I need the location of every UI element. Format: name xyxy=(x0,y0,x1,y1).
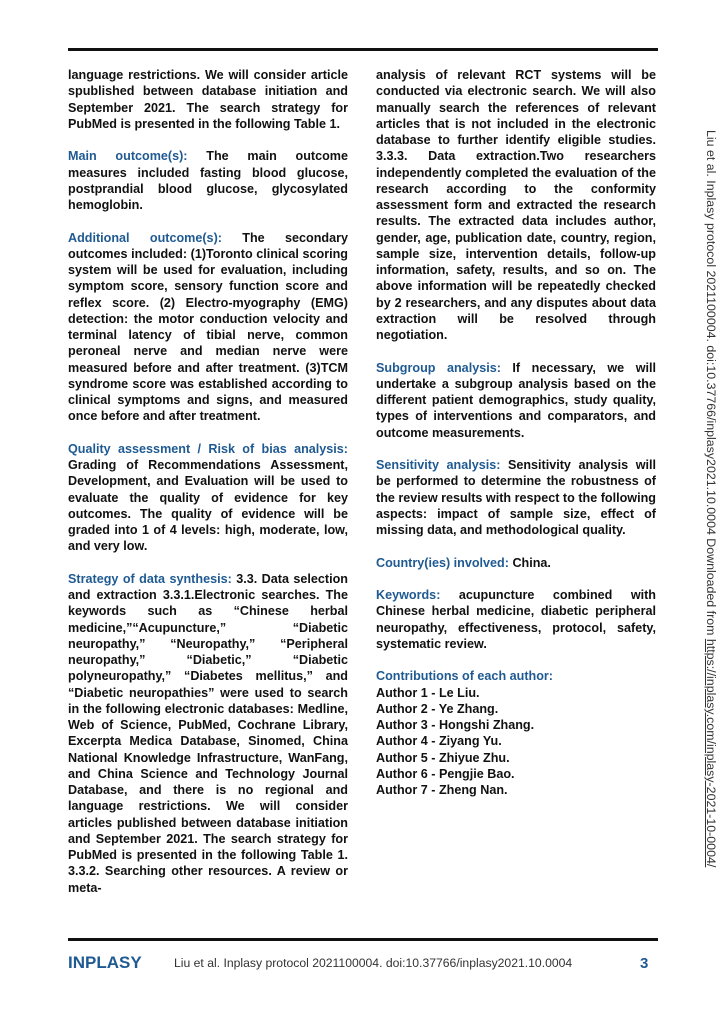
main-outcomes-heading: Main outcome(s): xyxy=(68,149,188,164)
footer-rule xyxy=(68,938,658,941)
subgroup-heading: Subgroup analysis: xyxy=(376,360,501,375)
keywords-heading: Keywords: xyxy=(376,588,441,602)
continuation-paragraph: analysis of relevant RCT systems will be conducted via electronic search. We will also manually search the references of relevant articles that is not included in the electronic database to further identify eligible studies. 3.3.3. Data extraction.Two researchers independently completed the evaluation of the research according to the conformity assessment form and extracted the research results. The extracted data includes author, gender, age, publication date, country, region, sample size, intervention details, follow-up information, safety, results, and so on. The above information will be repeatedly checked by 2 researchers, and any disputes about data extraction will be resolved through negotiation. xyxy=(376,68,656,342)
author-item: Author 7 - Zheng Nan. xyxy=(376,783,508,797)
additional-outcomes-section xyxy=(68,230,348,425)
sidebar-citation-text: Liu et al. Inplasy protocol 2021100004. doi:10.37766/inplasy2021.10.0004 Downloaded from xyxy=(704,130,718,639)
contributions-section xyxy=(376,668,656,798)
author-item: Author 2 - Ye Zhang. xyxy=(376,701,499,716)
header-rule xyxy=(68,48,658,51)
left-column xyxy=(68,67,348,912)
sensitivity-text: Sensitivity analysis will be performed to determine the robustness of the review results with respect to the following aspects: impact of sample size, effect of missing data, and methodological quality. xyxy=(376,458,656,537)
quality-assessment-heading: Quality assessment / Risk of bias analysis: xyxy=(68,441,348,456)
sidebar-download-link[interactable]: https://inplasy.com/inplasy-2021-10-0004/ xyxy=(704,638,718,868)
countries-section xyxy=(376,555,656,571)
keywords-text: acupuncture combined with Chinese herbal medicine, diabetic peripheral neuropathy, effectiveness, protocol, safety, systematic review. xyxy=(376,588,656,651)
subgroup-text: If necessary, we will undertake a subgroup analysis based on the different patient demographics, study quality, types of interventions and comparators, and outcome measurements. xyxy=(376,360,656,440)
additional-outcomes-text: The secondary outcomes included: (1)Toronto clinical scoring system will be used for evaluation, including symptom score, sensory function score and reflex score. (2) Electro-myography (EMG) detection: the motor conduction velocity and terminal latency of tibial nerve, common peroneal nerve and median nerve were measured before and after treatment. (3)TCM syndrome score was established according to clinical symptoms and signs, and measured once before and after treatment. xyxy=(68,230,348,424)
author-item: Author 3 - Hongshi Zhang. xyxy=(376,718,535,732)
additional-outcomes-heading: Additional outcome(s): xyxy=(68,230,222,245)
download-sidebar xyxy=(704,130,720,900)
data-synthesis-heading: Strategy of data synthesis: xyxy=(68,571,232,586)
keywords-section xyxy=(376,587,656,652)
sidebar-citation xyxy=(704,130,718,867)
sensitivity-section xyxy=(376,457,656,538)
countries-text: China. xyxy=(508,555,551,570)
main-outcomes-section xyxy=(68,148,348,213)
data-synthesis-section xyxy=(68,571,348,896)
intro-paragraph: language restrictions. We will consider article spublished between database initiation and September 2021. The search strategy for PubMed is presented in the following Table 1. xyxy=(68,68,348,131)
author-item: Author 1 - Le Liu. xyxy=(376,685,480,700)
sensitivity-heading: Sensitivity analysis: xyxy=(376,458,501,472)
author-list xyxy=(376,685,656,799)
contributions-heading: Contributions of each author: xyxy=(376,669,554,684)
author-item: Author 5 - Zhiyue Zhu. xyxy=(376,750,510,765)
quality-assessment-section xyxy=(68,441,348,555)
right-column xyxy=(376,67,656,798)
footer-logo: INPLASY xyxy=(68,953,142,972)
footer-citation: Liu et al. Inplasy protocol 2021100004. doi:10.37766/inplasy2021.10.0004 xyxy=(174,956,573,970)
countries-heading: Country(ies) involved: xyxy=(376,555,509,570)
page-number: 3 xyxy=(640,955,649,972)
author-item: Author 4 - Ziyang Yu. xyxy=(376,734,502,749)
data-synthesis-text: 3.3. Data selection and extraction 3.3.1.Electronic searches. The keywords such as “Chinese herbal medicine,”“Acupuncture,” “Diabetic neuropathy,” “Neuropathy,” “Peripheral neuropathy,” “Diabetic,” “Diabetic polyneuropathy,” “Diabetes mellitus,” and “Diabetic neuropathies” were used to search in the following electronic databases: Medline, Web of Science, PubMed, Cochrane Library, Excerpta Medica Database, Sinomed, China National Knowledge Infrastructure, WanFang, and China Science and Technology Journal Database, and there is no regional and language restrictions. We will consider articles published between database initiation and September 2021. The search strategy for PubMed is presented in the following Table 1. 3.3.2. Searching other resources. A review or meta- xyxy=(68,571,348,895)
subgroup-section xyxy=(376,360,656,441)
author-item: Author 6 - Pengjie Bao. xyxy=(376,766,515,781)
quality-assessment-text: Grading of Recommendations Assessment, Development, and Evaluation will be used to evaluate the quality of evidence for key outcomes. The quality of evidence will be graded into 1 of 4 levels: high, moderate, low, and very low. xyxy=(68,458,348,554)
main-outcomes-text: The main outcome measures included fasting blood glucose, postprandial blood glucose, glycosylated hemoglobin. xyxy=(68,149,348,212)
